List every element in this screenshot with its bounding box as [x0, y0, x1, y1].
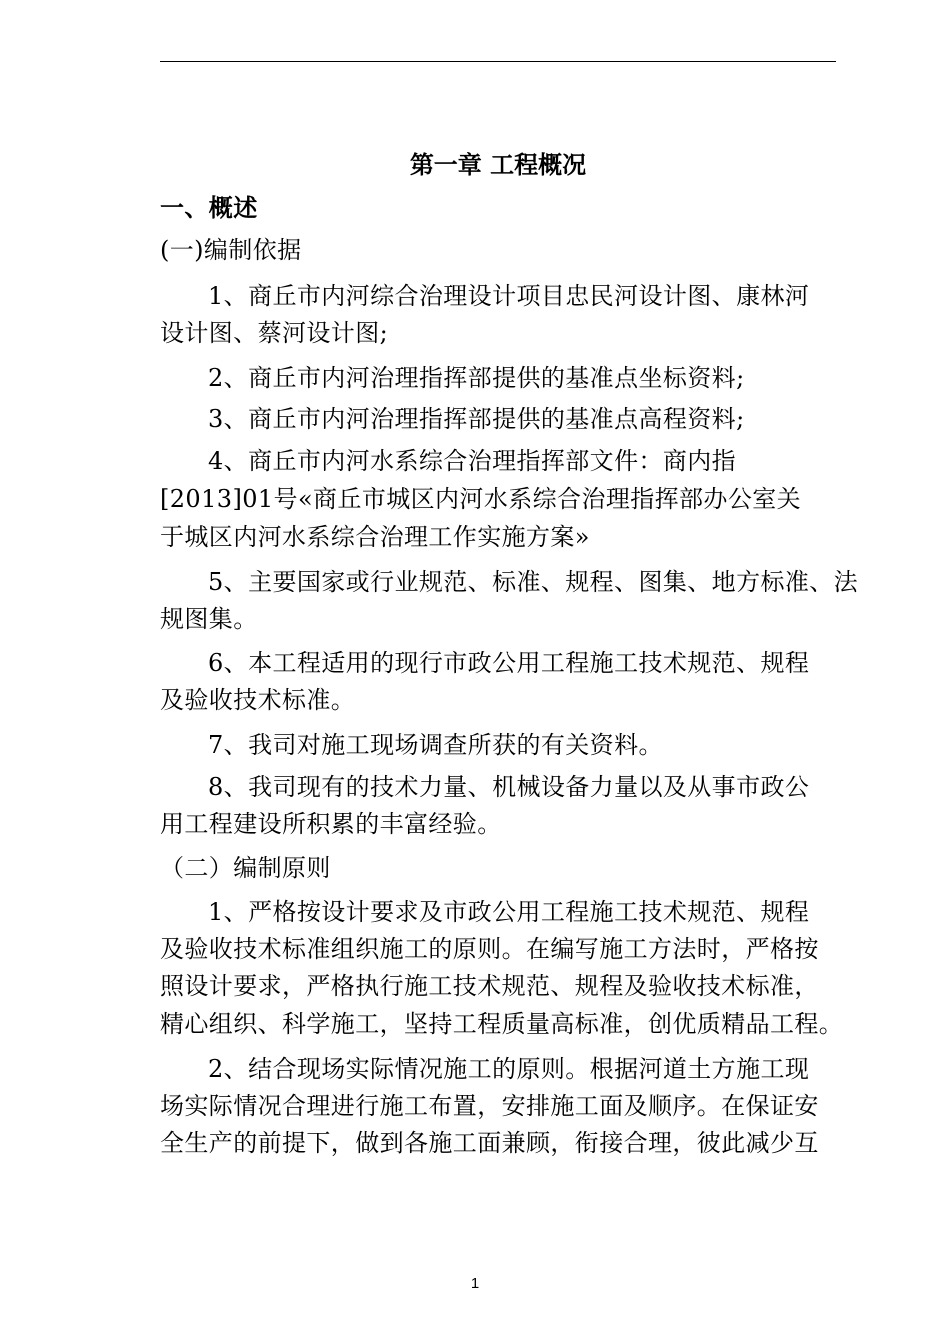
basis-item-8-line-2: 用工程建设所积累的丰富经验。: [160, 810, 502, 838]
principle-1-line-1: 1、严格按设计要求及市政公用工程施工技术规范、规程: [208, 898, 810, 926]
basis-item-4-line-1: 4、商丘市内河水系综合治理指挥部文件：商内指: [208, 447, 737, 475]
basis-item-4-line-2: [2013]01号«商丘市城区内河水系综合治理指挥部办公室关: [160, 485, 802, 513]
basis-item-7: 7、我司对施工现场调查所获的有关资料。: [208, 731, 663, 759]
subsection-title-basis: (一)编制依据: [160, 236, 302, 264]
basis-item-4-line-3: 于城区内河水系综合治理工作实施方案»: [160, 523, 590, 551]
section-title: 一、概述: [160, 194, 258, 222]
basis-item-3: 3、商丘市内河治理指挥部提供的基准点高程资料;: [208, 405, 745, 433]
basis-item-2: 2、商丘市内河治理指挥部提供的基准点坐标资料;: [208, 364, 745, 392]
principle-1-line-2: 及验收技术标准组织施工的原则。在编写施工方法时，严格按: [160, 935, 819, 963]
basis-item-5-line-1: 5、主要国家或行业规范、标准、规程、图集、地方标准、法: [208, 568, 859, 596]
basis-item-1-line-2: 设计图、蔡河设计图;: [160, 319, 389, 347]
basis-item-1-line-1: 1、商丘市内河综合治理设计项目忠民河设计图、康林河: [208, 282, 810, 310]
page-number: 1: [470, 1275, 480, 1292]
basis-item-6-line-1: 6、本工程适用的现行市政公用工程施工技术规范、规程: [208, 649, 810, 677]
principle-1-line-4: 精心组织、科学施工，坚持工程质量高标准，创优质精品工程。: [160, 1010, 844, 1038]
header-rule: [160, 61, 836, 62]
principle-2-line-1: 2、结合现场实际情况施工的原则。根据河道土方施工现: [208, 1055, 810, 1083]
basis-item-5-line-2: 规图集。: [160, 605, 258, 633]
basis-item-8-line-1: 8、我司现有的技术力量、机械设备力量以及从事市政公: [208, 773, 810, 801]
principle-1-line-3: 照设计要求，严格执行施工技术规范、规程及验收技术标准，: [160, 972, 819, 1000]
chapter-title: 第一章 工程概况: [409, 151, 587, 179]
principle-2-line-3: 全生产的前提下，做到各施工面兼顾，衔接合理，彼此减少互: [160, 1129, 819, 1157]
subsection-title-principles: （二）编制原则: [160, 854, 331, 882]
basis-item-6-line-2: 及验收技术标准。: [160, 686, 356, 714]
principle-2-line-2: 场实际情况合理进行施工布置，安排施工面及顺序。在保证安: [160, 1092, 819, 1120]
